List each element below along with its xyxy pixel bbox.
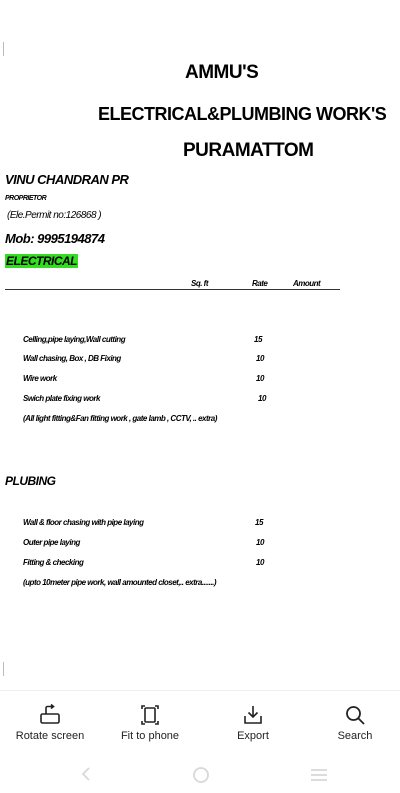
plumbing-item-desc: Fitting & checking [23,558,84,567]
search-button[interactable] [305,691,400,757]
doc-title: AMMU'S [185,62,259,83]
electrical-item-desc: Swich plate fixing work [23,394,100,403]
search-label: Search [337,730,373,742]
permit-number: (Ele.Permit no:126868 ) [7,210,102,221]
doc-subtitle: ELECTRICAL&PLUMBING WORK'S [98,104,387,124]
electrical-note: (All light fitting&Fan fitting work , gate lamb , CCTV, .. extra) [23,414,217,423]
doc-place: PURAMATTOM [183,140,314,161]
plumbing-item-rate: 15 [255,518,263,527]
electrical-item-rate: 10 [258,394,266,403]
back-icon[interactable] [78,766,94,787]
fit-to-phone-icon [138,703,162,727]
plumbing-item-rate: 10 [256,558,264,567]
column-rate: Rate [252,279,268,288]
mobile-number: Mob: 9995194874 [5,231,105,246]
fit-to-phone-button[interactable] [100,691,200,757]
electrical-item-rate: 10 [256,354,264,363]
electrical-heading [5,254,78,268]
electrical-item-rate: 10 [256,374,264,383]
rotate-screen-button[interactable] [0,691,100,757]
column-sqft: Sq. ft [191,279,208,288]
home-icon[interactable] [192,766,210,789]
table-rule [5,289,340,290]
system-navigation-bar [0,756,400,793]
export-icon [241,703,265,727]
search-icon [343,703,367,727]
owner-name: VINU CHANDRAN PR [5,172,129,187]
plumbing-heading: PLUBING [5,474,56,488]
menu-icon[interactable] [310,767,328,788]
plumbing-item-rate: 10 [256,538,264,547]
bottom-toolbar [0,690,400,757]
electrical-item-desc: Wire work [23,374,57,383]
export-label: Export [237,730,269,742]
electrical-item-desc: Celling,pipe laying,Wall cutting [23,335,126,344]
owner-role: PROPRIETOR [5,195,47,202]
page-corner-mark [3,662,8,676]
rotate-screen-icon [38,703,62,727]
electrical-item-desc: Wall chasing, Box , DB Fixing [23,354,121,363]
rotate-screen-label: Rotate screen [15,730,85,742]
column-amount: Amount [293,279,321,288]
highlight: ELECTRICAL [6,254,77,268]
fit-to-phone-label: Fit to phone [120,730,180,742]
plumbing-item-desc: Wall & floor chasing with pipe laying [23,518,144,527]
page-corner-mark [3,42,8,56]
electrical-item-rate: 15 [254,335,262,344]
plumbing-item-desc: Outer pipe laying [23,538,80,547]
plumbing-note: (upto 10meter pipe work, wall amounted closet,.. extra.......) [23,578,217,587]
export-button[interactable] [203,691,303,757]
